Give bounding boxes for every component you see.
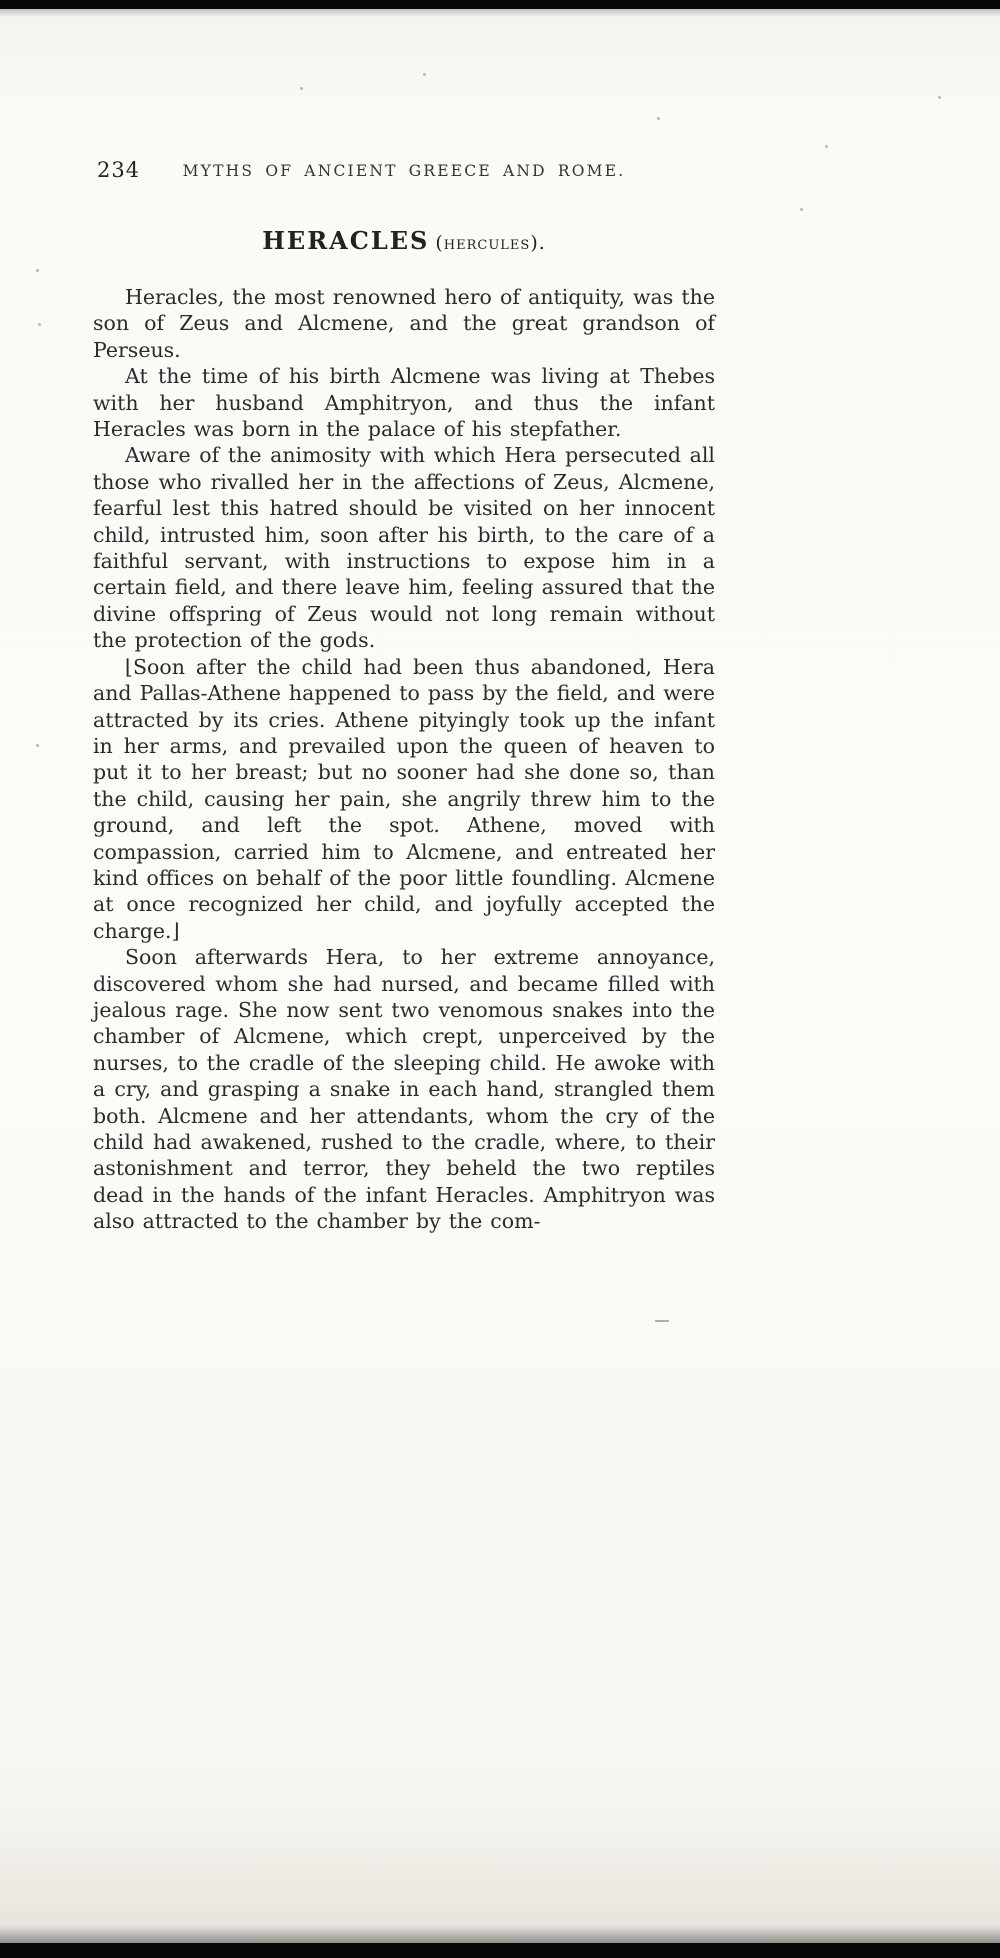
scan-speck [36, 269, 39, 272]
page-content [93, 158, 715, 1235]
scan-speck [800, 208, 803, 211]
scan-speck [657, 117, 660, 120]
scan-speck [36, 744, 39, 747]
scan-edge-bottom [0, 1943, 1000, 1958]
chapter-title [93, 226, 715, 258]
page-number: 234 [97, 158, 141, 182]
scan-dash-mark [655, 1320, 669, 1322]
scan-speck [825, 145, 828, 148]
chapter-title-main: HERACLES [262, 226, 430, 255]
paragraph: Soon afterwards Hera, to her extreme annoyance, discovered whom she had nursed, and became filled with jealous rage. She now sent two venomous snakes into the chamber of Alcmene, which crept, unperceived by the nurses, to the cradle of the sleeping child. He awoke with a cry, and grasping a snake in each hand, strangled them both. Alcmene and her attendants, whom the cry of the child had awakened, rushed to the cradle, where, to their astonishment and terror, they beheld the two reptiles dead in the hands of the infant Heracles. Amphitryon was also attracted to the chamber by the com- [93, 945, 715, 1234]
running-head: MYTHS OF ANCIENT GREECE AND ROME. [182, 162, 626, 180]
scan-shadow-top [0, 9, 1000, 17]
chapter-subtitle: (hercules). [435, 232, 546, 254]
paragraph: Aware of the animosity with which Hera persecuted all those who rivalled her in the affections of Zeus, Alcmene, fearful lest this hatred should be visited on her innocent child, intrusted him, soon after his birth, to the care of a faithful servant, with instructions to expose him in a certain field, and there leave him, feeling assured that the divine offspring of Zeus would not long remain without the protection of the gods. [93, 443, 715, 653]
scan-speck [300, 87, 303, 90]
scan-edge-top [0, 0, 1000, 9]
paragraph: Heracles, the most renowned hero of antiquity, was the son of Zeus and Alcmene, and the great grandson of Perseus. [93, 285, 715, 362]
page-header [93, 158, 715, 184]
scan-speck [38, 323, 41, 326]
scan-speck [423, 73, 426, 76]
scan-shadow-bottom [0, 1925, 1000, 1943]
paragraph: ⌊Soon after the child had been thus abandoned, Hera and Pallas-Athene happened to pass by the field, and were attracted by its cries. Athene pityingly took up the infant in her arms, and prevailed upon the queen of heaven to put it to her breast; but no sooner had she done so, than the child, causing her pain, she angrily threw him to the ground, and left the spot. Athene, moved with compassion, carried him to Alcmene, and entreated her kind offices on behalf of the poor little foundling. Alcmene at once recognized her child, and joyfully accepted the charge.⌋ [93, 654, 715, 943]
paragraph: At the time of his birth Alcmene was living at Thebes with her husband Amphitryon, and thus the infant Heracles was born in the palace of his stepfather. [93, 364, 715, 442]
scan-speck [938, 96, 941, 99]
